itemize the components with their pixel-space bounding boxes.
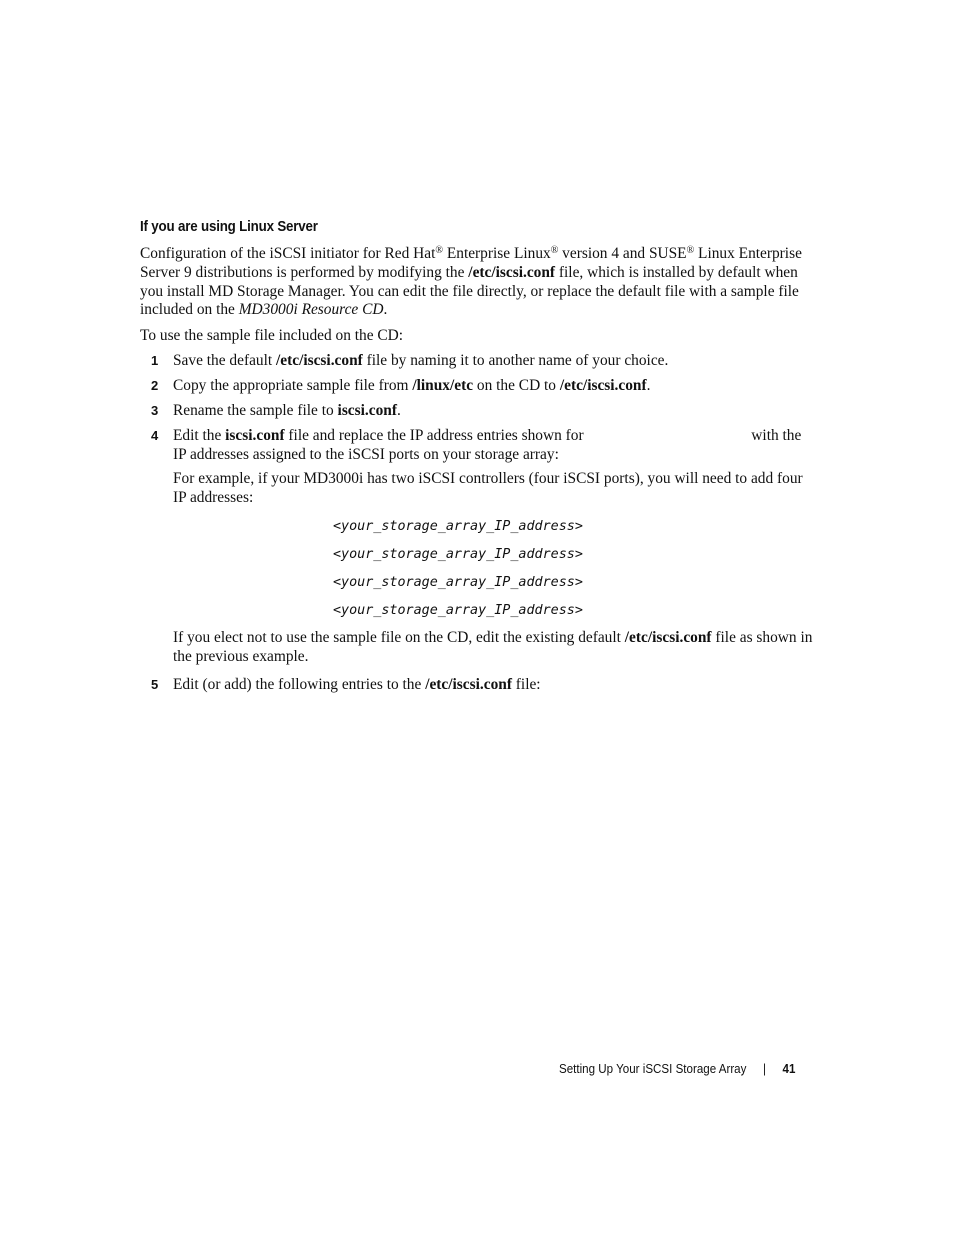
step-number: 1 [151,353,159,368]
step-4 [151,427,813,465]
step-2 [151,377,813,396]
example-paragraph: For example, if your MD3000i has two iSCSI controllers (four iSCSI ports), you will need to add four IP addresses: [173,470,803,506]
code-line: <your_storage_array_IP_address> [333,603,583,618]
step-text: Save the default /etc/iscsi.conf file by naming it to another name of your choice. [173,352,669,369]
step-text: Edit the iscsi.conf file and replace the IP address entries shown for with the IP addresses assigned to the iSCSI ports on your storage array: [173,427,802,463]
intro-paragraph: Configuration of the iSCSI initiator for Red Hat® Enterprise Linux® version 4 and SUSE® Linux Enterprise Server 9 distributions is performed by modifying the /etc/iscsi.conf file, which is installed by default when you install MD Storage Manager. You can edit the file directly, or replace the default file with a sample file included on the MD3000i Resource CD. [140,245,802,319]
cd-title: MD3000i Resource CD [238,301,384,319]
file-path: /etc/iscsi.conf [276,352,363,369]
step-text: Rename the sample file to iscsi.conf. [173,402,401,419]
step-1 [151,352,813,371]
note-paragraph: If you elect not to use the sample file on the CD, edit the existing default /etc/iscsi.conf file as shown in the previous example. [173,629,813,665]
file-path: iscsi.conf [337,402,397,419]
instructions-lead: To use the sample file included on the CD: [140,327,404,344]
registered-mark: ® [550,245,559,256]
file-path: /linux/etc [412,377,474,394]
step-number: 5 [151,677,159,692]
step-text: Copy the appropriate sample file from /linux/etc on the CD to /etc/iscsi.conf. [173,377,651,394]
code-line: <your_storage_array_IP_address> [333,547,583,562]
code-line: <your_storage_array_IP_address> [333,575,583,590]
registered-mark: ® [435,245,443,256]
step-number: 3 [151,403,159,418]
step-number: 4 [151,428,159,443]
footer-separator: | [762,1062,766,1076]
step-text: Edit (or add) the following entries to the /etc/iscsi.conf file: [173,676,541,693]
file-path: /etc/iscsi.conf [559,377,647,394]
registered-mark: ® [686,245,695,256]
file-path: /etc/iscsi.conf [425,676,512,693]
page-number: 41 [782,1062,796,1076]
step-number: 2 [151,378,159,393]
page-footer [559,1062,795,1076]
file-path: iscsi.conf [225,427,285,444]
step-5 [151,676,813,695]
code-line: <your_storage_array_IP_address> [333,519,583,534]
step-3 [151,402,813,421]
file-path: /etc/iscsi.conf [624,629,712,646]
section-heading: If you are using Linux Server [140,219,318,235]
file-path: /etc/iscsi.conf [468,263,556,281]
footer-chapter-title: Setting Up Your iSCSI Storage Array [559,1062,747,1076]
